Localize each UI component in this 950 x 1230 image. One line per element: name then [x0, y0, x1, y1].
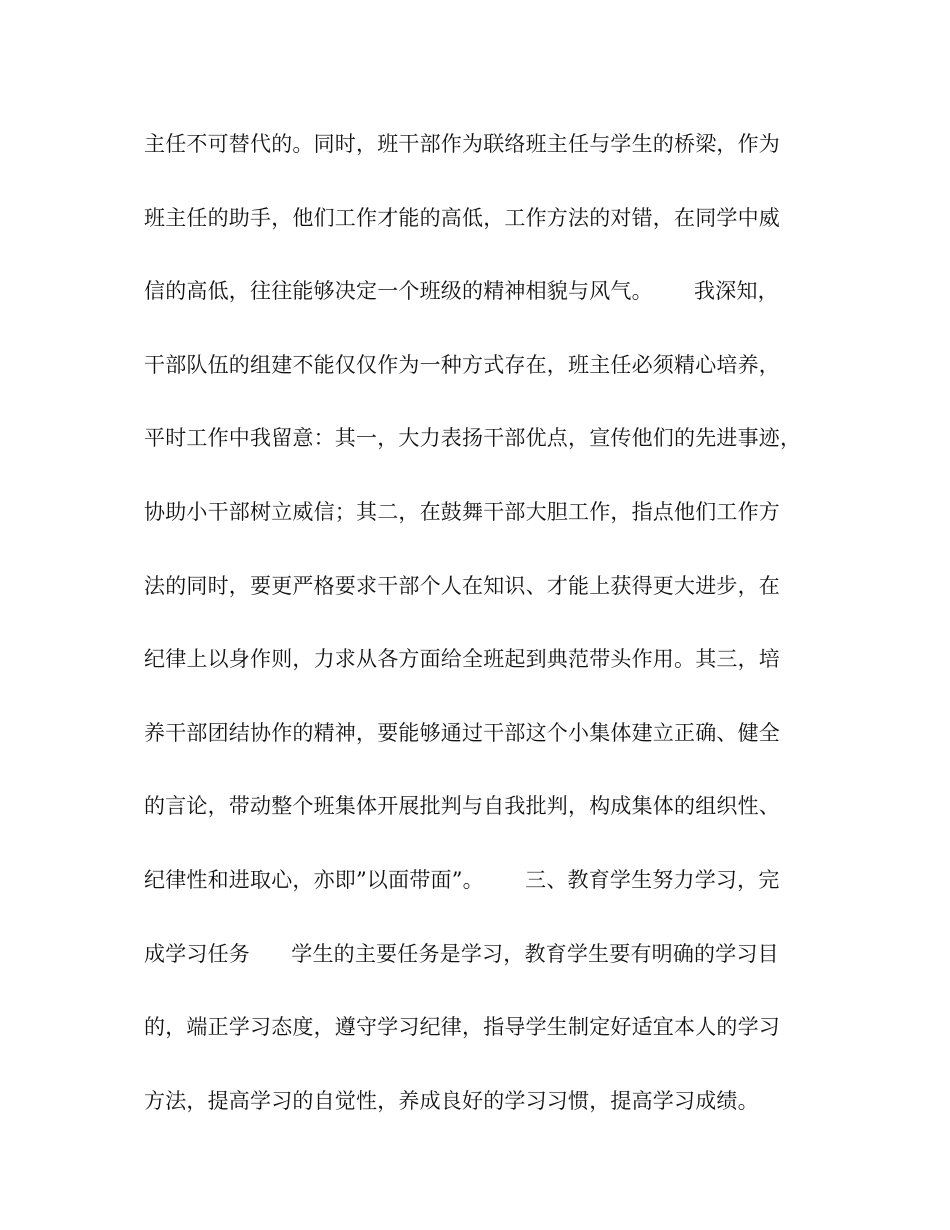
text-line: 成学习任务 学生的主要任务是学习，教育学生要有明确的学习目 [144, 941, 779, 966]
text-line: 养干部团结协作的精神，要能够通过干部这个小集体建立正确、健全 [144, 720, 780, 745]
text-line: 的，端正学习态度，遵守学习纪律，指导学生制定好适宜本人的学习 [144, 1015, 780, 1040]
text-line: 主任不可替代的。同时，班干部作为联络班主任与学生的桥梁，作为 [144, 132, 780, 156]
text-line: 纪律上以身作则，力求从各方面给全班起到典范带头作用。其三，培 [144, 647, 780, 672]
text-line: 法的同时，要更严格要求干部个人在知识、才能上获得更大进步，在 [144, 573, 780, 598]
text-line: 的言论，带动整个班集体开展批判与自我批判，构成集体的组织性、 [144, 794, 780, 819]
text-line: 协助小干部树立威信；其二，在鼓舞干部大胆工作，指点他们工作方 [144, 499, 780, 524]
text-line: 平时工作中我留意：其一，大力表扬干部优点，宣传他们的先进事迹， [144, 426, 802, 451]
text-line: 班主任的助手，他们工作才能的高低，工作方法的对错，在同学中威 [144, 205, 780, 230]
body-text [144, 124, 824, 1154]
text-line: 干部队伍的组建不能仅仅作为一种方式存在，班主任必须精心培养， [144, 352, 780, 377]
text-line: 方法，提高学习的自觉性，养成良好的学习习惯，提高学习成绩。 [144, 1088, 759, 1113]
text-line: 信的高低，往往能够决定一个班级的精神相貌与风气。 我深知， [144, 279, 779, 304]
text-line: 纪律性和进取心，亦即”以面带面”。 三、教育学生努力学习，完 [144, 867, 780, 892]
